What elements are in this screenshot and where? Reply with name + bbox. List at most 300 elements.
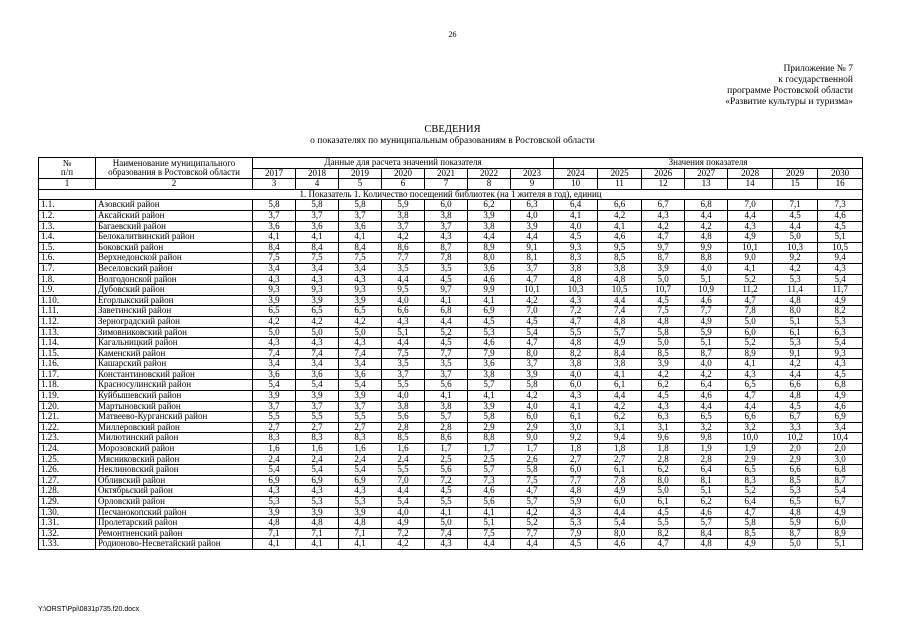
value-cell: 8,5 [773, 475, 818, 486]
value-cell: 3,6 [339, 221, 382, 232]
value-cell: 5,3 [773, 338, 818, 349]
value-cell: 4,1 [425, 507, 468, 518]
value-cell: 2,9 [468, 422, 511, 433]
value-cell: 4,7 [511, 338, 554, 349]
value-cell: 7,8 [728, 306, 773, 317]
value-cell: 4,6 [468, 486, 511, 497]
value-cell: 2,9 [773, 454, 818, 465]
value-cell: 5,1 [468, 518, 511, 529]
value-cell: 5,3 [818, 316, 863, 327]
value-cell: 4,8 [773, 507, 818, 518]
value-cell: 3,6 [253, 221, 296, 232]
value-cell: 3,9 [296, 507, 339, 518]
value-cell: 4,6 [598, 539, 642, 550]
value-cell: 10,3 [554, 285, 598, 296]
value-cell: 6,0 [554, 380, 598, 391]
value-cell: 4,8 [773, 391, 818, 402]
value-cell: 4,3 [642, 210, 685, 221]
value-cell: 3,5 [425, 359, 468, 370]
value-cell: 4,4 [382, 274, 425, 285]
value-cell: 6,1 [554, 412, 598, 423]
value-cell: 7,7 [511, 528, 554, 539]
value-cell: 4,3 [296, 338, 339, 349]
value-cell: 9,3 [296, 285, 339, 296]
appendix-line: «Развитие культуры и туризма» [725, 97, 853, 107]
value-cell: 4,5 [642, 391, 685, 402]
value-cell: 9,5 [382, 285, 425, 296]
column-number-cell: 9 [511, 179, 554, 190]
value-cell: 8,7 [642, 253, 685, 264]
appendix-line: программе Ростовской области [727, 86, 853, 96]
value-cell: 2,9 [728, 454, 773, 465]
value-cell: 2,7 [598, 454, 642, 465]
value-cell: 8,3 [296, 433, 339, 444]
value-cell: 8,6 [425, 433, 468, 444]
value-cell: 4,0 [382, 507, 425, 518]
value-cell: 3,2 [685, 422, 728, 433]
value-cell: 4,7 [728, 295, 773, 306]
value-cell: 5,7 [468, 465, 511, 476]
value-cell: 3,4 [296, 359, 339, 370]
value-cell: 4,0 [554, 221, 598, 232]
value-cell: 3,8 [468, 221, 511, 232]
table-row [39, 327, 863, 338]
value-cell: 1,7 [468, 444, 511, 455]
value-cell: 7,5 [642, 306, 685, 317]
value-cell: 1,6 [253, 444, 296, 455]
value-cell: 7,4 [425, 528, 468, 539]
value-cell: 10,9 [685, 285, 728, 296]
value-cell: 3,7 [339, 401, 382, 412]
value-cell: 5,4 [253, 465, 296, 476]
value-cell: 7,7 [685, 306, 728, 317]
value-cell: 1,6 [339, 444, 382, 455]
value-cell: 8,3 [339, 433, 382, 444]
value-cell: 6,8 [818, 380, 863, 391]
value-cell: 7,9 [468, 348, 511, 359]
column-number-cell: 13 [685, 179, 728, 190]
value-cell: 4,3 [818, 359, 863, 370]
value-cell: 9,7 [642, 242, 685, 253]
row-index: 1.11. [39, 306, 96, 317]
value-cell: 4,2 [253, 316, 296, 327]
value-cell: 4,7 [728, 391, 773, 402]
value-cell: 5,4 [296, 380, 339, 391]
municipality-name: Аксайский район [96, 210, 253, 221]
table-row [39, 369, 863, 380]
value-cell: 7,0 [511, 306, 554, 317]
table-row [39, 486, 863, 497]
value-cell: 5,2 [728, 486, 773, 497]
column-number-cell: 7 [425, 179, 468, 190]
value-cell: 4,1 [425, 295, 468, 306]
value-cell: 5,3 [296, 497, 339, 508]
value-cell: 9,5 [598, 242, 642, 253]
value-cell: 11,2 [728, 285, 773, 296]
row-index: 1.7. [39, 263, 96, 274]
row-index: 1.4. [39, 232, 96, 243]
row-index: 1.15. [39, 348, 96, 359]
value-cell: 3,4 [253, 263, 296, 274]
value-cell: 4,6 [685, 507, 728, 518]
value-cell: 4,3 [339, 338, 382, 349]
table-row [39, 338, 863, 349]
value-cell: 7,9 [554, 528, 598, 539]
value-cell: 4,2 [296, 316, 339, 327]
column-number-cell: 4 [296, 179, 339, 190]
header-calculation-data: Данные для расчета значений показателя [253, 158, 554, 169]
value-cell: 5,4 [339, 380, 382, 391]
municipality-name: Обливский район [96, 475, 253, 486]
value-cell: 8,6 [382, 242, 425, 253]
value-cell: 2,7 [253, 422, 296, 433]
value-cell: 3,8 [382, 401, 425, 412]
value-cell: 4,6 [468, 338, 511, 349]
value-cell: 4,5 [642, 295, 685, 306]
municipality-name: Морозовский район [96, 444, 253, 455]
value-cell: 4,9 [685, 316, 728, 327]
row-index: 1.13. [39, 327, 96, 338]
value-cell: 6,9 [818, 412, 863, 423]
municipality-name: Боковский район [96, 242, 253, 253]
value-cell: 9,2 [773, 253, 818, 264]
table-row [39, 200, 863, 211]
value-cell: 5,7 [511, 497, 554, 508]
value-cell: 8,7 [425, 242, 468, 253]
value-cell: 5,5 [554, 327, 598, 338]
value-cell: 4,6 [818, 210, 863, 221]
value-cell: 6,5 [296, 306, 339, 317]
value-cell: 8,7 [818, 475, 863, 486]
value-cell: 3,7 [296, 210, 339, 221]
value-cell: 7,4 [339, 348, 382, 359]
value-cell: 5,3 [773, 486, 818, 497]
value-cell: 9,0 [511, 433, 554, 444]
value-cell: 9,8 [685, 433, 728, 444]
file-path-footer: Y:\ORST\Ppi\0831p735.f20.docx [38, 606, 140, 613]
table-row [39, 348, 863, 359]
value-cell: 5,8 [511, 465, 554, 476]
row-index: 1.24. [39, 444, 96, 455]
value-cell: 4,1 [296, 539, 339, 550]
appendix-line: Приложение № 7 [783, 64, 853, 74]
value-cell: 6,8 [685, 200, 728, 211]
value-cell: 4,3 [296, 486, 339, 497]
value-cell: 9,1 [511, 242, 554, 253]
value-cell: 4,8 [554, 486, 598, 497]
value-cell: 4,9 [728, 539, 773, 550]
value-cell: 4,5 [642, 507, 685, 518]
value-cell: 4,5 [773, 401, 818, 412]
value-cell: 5,1 [685, 274, 728, 285]
value-cell: 4,5 [818, 221, 863, 232]
value-cell: 3,2 [728, 422, 773, 433]
header-year: 2026 [642, 168, 685, 179]
table-row [39, 295, 863, 306]
value-cell: 2,7 [339, 422, 382, 433]
value-cell: 3,7 [425, 369, 468, 380]
value-cell: 2,7 [554, 454, 598, 465]
value-cell: 8,0 [642, 475, 685, 486]
municipality-name: Веселовский район [96, 263, 253, 274]
value-cell: 4,4 [511, 539, 554, 550]
table-row [39, 465, 863, 476]
value-cell: 4,8 [773, 295, 818, 306]
column-number-cell: 8 [468, 179, 511, 190]
value-cell: 3,7 [339, 210, 382, 221]
value-cell: 5,1 [818, 232, 863, 243]
value-cell: 6,9 [339, 475, 382, 486]
value-cell: 1,6 [296, 444, 339, 455]
value-cell: 4,8 [685, 539, 728, 550]
value-cell: 4,3 [382, 316, 425, 327]
value-cell: 3,6 [339, 369, 382, 380]
value-cell: 4,1 [296, 232, 339, 243]
value-cell: 8,0 [773, 306, 818, 317]
value-cell: 9,7 [425, 285, 468, 296]
value-cell: 6,4 [728, 497, 773, 508]
value-cell: 5,4 [598, 518, 642, 529]
value-cell: 6,9 [253, 475, 296, 486]
municipality-name: Красносулинский район [96, 380, 253, 391]
value-cell: 7,0 [728, 200, 773, 211]
value-cell: 6,1 [773, 327, 818, 338]
value-cell: 5,7 [468, 380, 511, 391]
value-cell: 7,5 [253, 253, 296, 264]
value-cell: 3,8 [382, 210, 425, 221]
header-year: 2027 [685, 168, 728, 179]
value-cell: 3,5 [382, 359, 425, 370]
value-cell: 3,7 [382, 221, 425, 232]
value-cell: 7,5 [296, 253, 339, 264]
table-row [39, 391, 863, 402]
value-cell: 3,0 [818, 454, 863, 465]
header-year: 2017 [253, 168, 296, 179]
column-number-cell: 16 [818, 179, 863, 190]
value-cell: 4,3 [554, 295, 598, 306]
value-cell: 3,9 [253, 295, 296, 306]
value-cell: 5,8 [511, 380, 554, 391]
value-cell: 5,0 [425, 518, 468, 529]
value-cell: 5,5 [382, 380, 425, 391]
table-row [39, 454, 863, 465]
column-number-cell: 2 [96, 179, 253, 190]
header-number: № п/п [39, 158, 96, 179]
value-cell: 5,0 [773, 539, 818, 550]
row-index: 1.26. [39, 465, 96, 476]
value-cell: 5,8 [253, 200, 296, 211]
value-cell: 4,0 [382, 391, 425, 402]
value-cell: 5,4 [511, 327, 554, 338]
value-cell: 6,6 [598, 200, 642, 211]
value-cell: 4,3 [253, 274, 296, 285]
municipality-name: Константиновский район [96, 369, 253, 380]
header-year: 2021 [425, 168, 468, 179]
value-cell: 7,7 [554, 475, 598, 486]
value-cell: 3,6 [468, 359, 511, 370]
value-cell: 4,2 [598, 210, 642, 221]
value-cell: 4,4 [468, 539, 511, 550]
value-cell: 1,8 [554, 444, 598, 455]
value-cell: 3,1 [598, 422, 642, 433]
value-cell: 5,9 [382, 200, 425, 211]
value-cell: 9,4 [598, 433, 642, 444]
value-cell: 3,9 [296, 391, 339, 402]
row-index: 1.25. [39, 454, 96, 465]
value-cell: 5,4 [296, 465, 339, 476]
header-year: 2019 [339, 168, 382, 179]
value-cell: 1,7 [425, 444, 468, 455]
table-row [39, 285, 863, 296]
value-cell: 4,3 [253, 486, 296, 497]
value-cell: 6,3 [511, 200, 554, 211]
table-row [39, 263, 863, 274]
value-cell: 8,4 [685, 528, 728, 539]
value-cell: 7,5 [511, 475, 554, 486]
value-cell: 5,1 [685, 338, 728, 349]
value-cell: 6,2 [685, 497, 728, 508]
value-cell: 4,2 [773, 263, 818, 274]
value-cell: 5,1 [382, 327, 425, 338]
value-cell: 6,0 [598, 497, 642, 508]
value-cell: 5,0 [773, 232, 818, 243]
value-cell: 4,7 [511, 274, 554, 285]
value-cell: 3,9 [339, 295, 382, 306]
row-index: 1.1. [39, 200, 96, 211]
value-cell: 3,9 [642, 359, 685, 370]
table-row [39, 274, 863, 285]
value-cell: 7,3 [818, 200, 863, 211]
column-number-cell: 15 [773, 179, 818, 190]
value-cell: 3,9 [511, 221, 554, 232]
value-cell: 3,1 [642, 422, 685, 433]
municipality-name: Орловский район [96, 497, 253, 508]
value-cell: 4,3 [339, 274, 382, 285]
value-cell: 4,0 [511, 401, 554, 412]
value-cell: 2,0 [818, 444, 863, 455]
value-cell: 3,0 [554, 422, 598, 433]
value-cell: 5,2 [728, 274, 773, 285]
municipality-name: Зерноградский район [96, 316, 253, 327]
value-cell: 3,7 [253, 210, 296, 221]
value-cell: 6,3 [642, 412, 685, 423]
value-cell: 4,1 [554, 401, 598, 412]
value-cell: 3,9 [511, 369, 554, 380]
column-number-cell: 5 [339, 179, 382, 190]
value-cell: 3,4 [296, 263, 339, 274]
header-year: 2022 [468, 168, 511, 179]
value-cell: 4,9 [818, 295, 863, 306]
value-cell: 4,3 [425, 232, 468, 243]
value-cell: 4,4 [382, 338, 425, 349]
value-cell: 4,9 [598, 338, 642, 349]
value-cell: 10,1 [728, 242, 773, 253]
value-cell: 4,1 [554, 210, 598, 221]
value-cell: 7,1 [296, 528, 339, 539]
value-cell: 4,3 [818, 263, 863, 274]
table-row [39, 422, 863, 433]
table-row [39, 528, 863, 539]
appendix-block [725, 64, 853, 108]
value-cell: 5,6 [425, 465, 468, 476]
value-cell: 5,3 [468, 327, 511, 338]
municipality-name: Пролетарский район [96, 518, 253, 529]
column-number-cell: 10 [554, 179, 598, 190]
value-cell: 2,7 [296, 422, 339, 433]
value-cell: 6,2 [598, 412, 642, 423]
value-cell: 5,0 [253, 327, 296, 338]
value-cell: 4,8 [554, 274, 598, 285]
value-cell: 4,4 [468, 232, 511, 243]
value-cell: 3,8 [425, 401, 468, 412]
value-cell: 5,3 [554, 518, 598, 529]
table-row [39, 221, 863, 232]
value-cell: 2,0 [773, 444, 818, 455]
row-index: 1.12. [39, 316, 96, 327]
table-row [39, 539, 863, 550]
value-cell: 4,5 [425, 338, 468, 349]
header-year: 2029 [773, 168, 818, 179]
value-cell: 4,1 [468, 391, 511, 402]
value-cell: 8,2 [818, 306, 863, 317]
value-cell: 4,4 [598, 295, 642, 306]
value-cell: 7,4 [598, 306, 642, 317]
value-cell: 5,5 [425, 497, 468, 508]
value-cell: 1,8 [598, 444, 642, 455]
value-cell: 7,2 [425, 475, 468, 486]
value-cell: 9,6 [642, 433, 685, 444]
document-title: СВЕДЕНИЯ [424, 124, 481, 135]
value-cell: 5,6 [382, 412, 425, 423]
section-row [39, 189, 863, 200]
value-cell: 4,2 [511, 295, 554, 306]
value-cell: 1,6 [382, 444, 425, 455]
column-number-cell: 1 [39, 179, 96, 190]
value-cell: 3,8 [468, 369, 511, 380]
row-index: 1.16. [39, 359, 96, 370]
appendix-line: к государственной [778, 75, 853, 85]
header-year: 2024 [554, 168, 598, 179]
value-cell: 7,4 [296, 348, 339, 359]
value-cell: 4,5 [425, 274, 468, 285]
row-index: 1.33. [39, 539, 96, 550]
header-municipality: Наименование муниципального образования в Ростовской области [96, 158, 253, 179]
value-cell: 9,1 [773, 348, 818, 359]
municipality-name: Матвеево-Курганский район [96, 412, 253, 423]
value-cell: 6,5 [728, 465, 773, 476]
value-cell: 4,2 [339, 316, 382, 327]
value-cell: 10,2 [773, 433, 818, 444]
row-index: 1.14. [39, 338, 96, 349]
value-cell: 9,3 [818, 348, 863, 359]
value-cell: 3,5 [382, 263, 425, 274]
value-cell: 4,8 [685, 232, 728, 243]
value-cell: 8,4 [339, 242, 382, 253]
value-cell: 7,2 [554, 306, 598, 317]
value-cell: 8,9 [468, 242, 511, 253]
value-cell: 11,4 [773, 285, 818, 296]
value-cell: 4,5 [773, 210, 818, 221]
value-cell: 4,8 [598, 316, 642, 327]
row-index: 1.29. [39, 497, 96, 508]
table-row [39, 497, 863, 508]
value-cell: 4,2 [773, 359, 818, 370]
value-cell: 4,8 [253, 518, 296, 529]
value-cell: 3,8 [425, 210, 468, 221]
header-year: 2028 [728, 168, 773, 179]
value-cell: 6,4 [685, 465, 728, 476]
value-cell: 3,6 [468, 263, 511, 274]
